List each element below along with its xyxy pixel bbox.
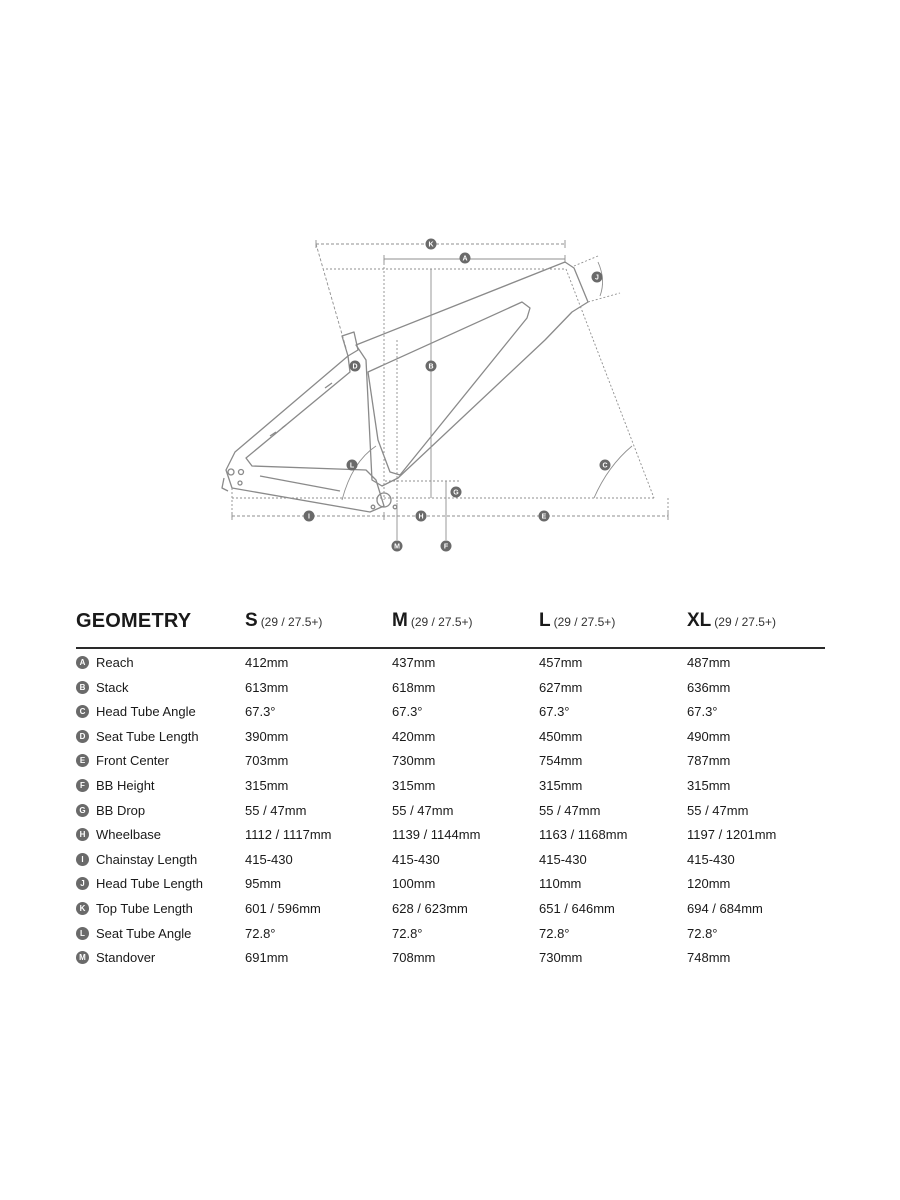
measure-letter-badge: F bbox=[76, 779, 89, 792]
size-wheels: (29 / 27.5+) bbox=[553, 615, 616, 629]
bb-bolt bbox=[393, 505, 397, 509]
measure-value: 55 / 47mm bbox=[539, 802, 601, 818]
measure-value: 636mm bbox=[687, 679, 731, 695]
measure-letter-badge: J bbox=[76, 877, 89, 890]
size-wheels: (29 / 27.5+) bbox=[410, 615, 473, 629]
geometry-title: GEOMETRY bbox=[76, 610, 192, 632]
measure-value: 613mm bbox=[245, 679, 289, 695]
measure-value: 748mm bbox=[687, 950, 731, 966]
badge-b bbox=[426, 361, 437, 372]
dropout-circle bbox=[228, 469, 234, 475]
geometry-rows bbox=[76, 653, 825, 973]
table-row bbox=[76, 801, 825, 826]
badge-d-label: D bbox=[352, 363, 358, 371]
measure-letter-badge: I bbox=[76, 853, 89, 866]
seat-mast bbox=[342, 332, 358, 356]
measure-value: 72.8° bbox=[687, 925, 718, 941]
badge-k-label: K bbox=[428, 241, 434, 249]
size-name: S bbox=[245, 610, 258, 631]
measure-value: 787mm bbox=[687, 753, 731, 769]
bike-frame-outline bbox=[222, 262, 588, 512]
measure-value: 618mm bbox=[392, 679, 436, 695]
size-wheels: (29 / 27.5+) bbox=[714, 615, 776, 629]
measure-value: 67.3° bbox=[539, 704, 570, 720]
table-row bbox=[76, 874, 825, 899]
table-row bbox=[76, 850, 825, 875]
badge-g-label: G bbox=[453, 489, 459, 497]
badge-k bbox=[426, 239, 437, 250]
table-row bbox=[76, 702, 825, 727]
measure-name: Seat Tube Angle bbox=[96, 925, 192, 941]
measure-value: 72.8° bbox=[539, 925, 570, 941]
measure-value: 315mm bbox=[539, 777, 583, 793]
measure-value: 601 / 596mm bbox=[245, 900, 321, 916]
measure-letter-badge: B bbox=[76, 681, 89, 694]
badge-b-label: B bbox=[428, 363, 434, 371]
badge-g bbox=[451, 487, 462, 498]
measure-value: 67.3° bbox=[245, 704, 276, 720]
measure-value: 100mm bbox=[392, 876, 436, 892]
table-row bbox=[76, 776, 825, 801]
measure-value: 694 / 684mm bbox=[687, 900, 763, 916]
header-divider bbox=[76, 647, 825, 649]
measure-letter-badge: L bbox=[76, 927, 89, 940]
measure-value: 415-430 bbox=[392, 851, 440, 867]
table-row bbox=[76, 948, 825, 973]
measure-value: 415-430 bbox=[245, 851, 293, 867]
dimension-badges bbox=[304, 239, 611, 552]
front-triangle-opening bbox=[368, 302, 530, 475]
measure-value: 315mm bbox=[392, 777, 436, 793]
measure-value: 490mm bbox=[687, 728, 731, 744]
measure-value: 67.3° bbox=[687, 704, 718, 720]
measure-value: 315mm bbox=[245, 777, 289, 793]
badge-h bbox=[416, 511, 427, 522]
measure-value: 708mm bbox=[392, 950, 436, 966]
measure-name: Wheelbase bbox=[96, 827, 162, 843]
measure-value: 120mm bbox=[687, 876, 731, 892]
badge-h-label: H bbox=[418, 513, 424, 521]
measure-value: 1197 / 1201mm bbox=[687, 827, 777, 843]
measure-value: 1163 / 1168mm bbox=[539, 827, 628, 843]
badge-j-label: J bbox=[595, 274, 599, 282]
measure-value: 651 / 646mm bbox=[539, 900, 615, 916]
measure-letter-badge: K bbox=[76, 902, 89, 915]
measure-name: Standover bbox=[96, 950, 156, 966]
measure-letter-badge: C bbox=[76, 705, 89, 718]
size-header-m bbox=[392, 610, 473, 632]
measure-value: 95mm bbox=[245, 876, 282, 892]
measure-name: Head Tube Angle bbox=[96, 704, 196, 720]
badge-l-label: L bbox=[349, 462, 355, 470]
dropout-circle bbox=[238, 481, 242, 485]
measure-letter-badge: H bbox=[76, 828, 89, 841]
dropout-circle bbox=[239, 470, 244, 475]
measure-name: Reach bbox=[96, 655, 134, 670]
measure-name: BB Drop bbox=[96, 802, 146, 818]
size-header-l bbox=[539, 610, 615, 632]
size-header-xl bbox=[687, 610, 776, 632]
table-row bbox=[76, 751, 825, 776]
measure-value: 628 / 623mm bbox=[392, 900, 468, 916]
table-row bbox=[76, 678, 825, 703]
measure-value: 627mm bbox=[539, 679, 583, 695]
measure-name: BB Height bbox=[96, 777, 155, 793]
measure-value: 55 / 47mm bbox=[687, 802, 749, 818]
measure-value: 55 / 47mm bbox=[245, 802, 307, 818]
table-row bbox=[76, 653, 825, 678]
badge-d bbox=[350, 361, 361, 372]
badge-c-label: C bbox=[602, 462, 608, 470]
badge-i bbox=[304, 511, 315, 522]
measure-value: 67.3° bbox=[392, 704, 423, 720]
measure-letter-badge: D bbox=[76, 730, 89, 743]
measure-name: Chainstay Length bbox=[96, 851, 198, 867]
measure-letter-badge: A bbox=[76, 656, 89, 669]
measure-value: 390mm bbox=[245, 728, 289, 744]
front-triangle bbox=[356, 262, 588, 486]
measure-value: 437mm bbox=[392, 655, 436, 670]
cable-port bbox=[270, 383, 332, 436]
measure-value: 1139 / 1144mm bbox=[392, 827, 481, 843]
measure-value: 412mm bbox=[245, 655, 289, 670]
measure-value: 415-430 bbox=[687, 851, 735, 867]
badge-c bbox=[600, 460, 611, 471]
table-row bbox=[76, 825, 825, 850]
table-row bbox=[76, 727, 825, 752]
measure-letter-badge: E bbox=[76, 754, 89, 767]
geometry-header-row bbox=[76, 606, 825, 648]
badge-l bbox=[347, 460, 358, 471]
measure-letter-badge: M bbox=[76, 951, 89, 964]
size-name: L bbox=[539, 610, 551, 631]
badge-e-label: E bbox=[541, 513, 547, 521]
size-header-s bbox=[245, 610, 322, 632]
measure-value: 450mm bbox=[539, 728, 583, 744]
badge-m-label: M bbox=[394, 543, 400, 551]
measure-name: Head Tube Length bbox=[96, 876, 203, 892]
measure-value: 487mm bbox=[687, 655, 731, 670]
measure-value: 457mm bbox=[539, 655, 583, 670]
measure-letter-badge: G bbox=[76, 804, 89, 817]
dimension-lines bbox=[232, 240, 668, 540]
badge-f bbox=[441, 541, 452, 552]
measure-value: 754mm bbox=[539, 753, 583, 769]
measure-value: 415-430 bbox=[539, 851, 587, 867]
badge-a bbox=[460, 253, 471, 264]
measure-value: 1112 / 1117mm bbox=[245, 827, 332, 843]
measure-name: Top Tube Length bbox=[96, 900, 193, 916]
measure-value: 703mm bbox=[245, 753, 289, 769]
measure-name: Seat Tube Length bbox=[96, 728, 199, 744]
measure-value: 730mm bbox=[392, 753, 436, 769]
badge-a-label: A bbox=[462, 255, 468, 263]
geometry-table bbox=[76, 606, 825, 973]
size-wheels: (29 / 27.5+) bbox=[260, 615, 323, 629]
measure-name: Stack bbox=[96, 679, 129, 695]
table-row bbox=[76, 924, 825, 949]
measure-value: 730mm bbox=[539, 950, 583, 966]
badge-i-label: I bbox=[308, 513, 310, 521]
measure-value: 110mm bbox=[539, 876, 582, 892]
measure-value: 72.8° bbox=[245, 925, 276, 941]
rear-triangle bbox=[226, 356, 384, 512]
badge-j bbox=[592, 272, 603, 283]
badge-m bbox=[392, 541, 403, 552]
measure-value: 691mm bbox=[245, 950, 289, 966]
bb-bolt bbox=[371, 505, 375, 509]
measure-value: 72.8° bbox=[392, 925, 423, 941]
badge-f-label: F bbox=[443, 543, 449, 551]
size-name: M bbox=[392, 610, 408, 631]
measure-name: Front Center bbox=[96, 753, 169, 769]
dropout-tab bbox=[222, 478, 228, 491]
badge-e bbox=[539, 511, 550, 522]
size-name: XL bbox=[687, 610, 712, 631]
chainstay-line bbox=[260, 476, 340, 491]
measure-value: 315mm bbox=[687, 777, 731, 793]
measure-value: 420mm bbox=[392, 728, 436, 744]
measure-value: 55 / 47mm bbox=[392, 802, 454, 818]
table-row bbox=[76, 899, 825, 924]
